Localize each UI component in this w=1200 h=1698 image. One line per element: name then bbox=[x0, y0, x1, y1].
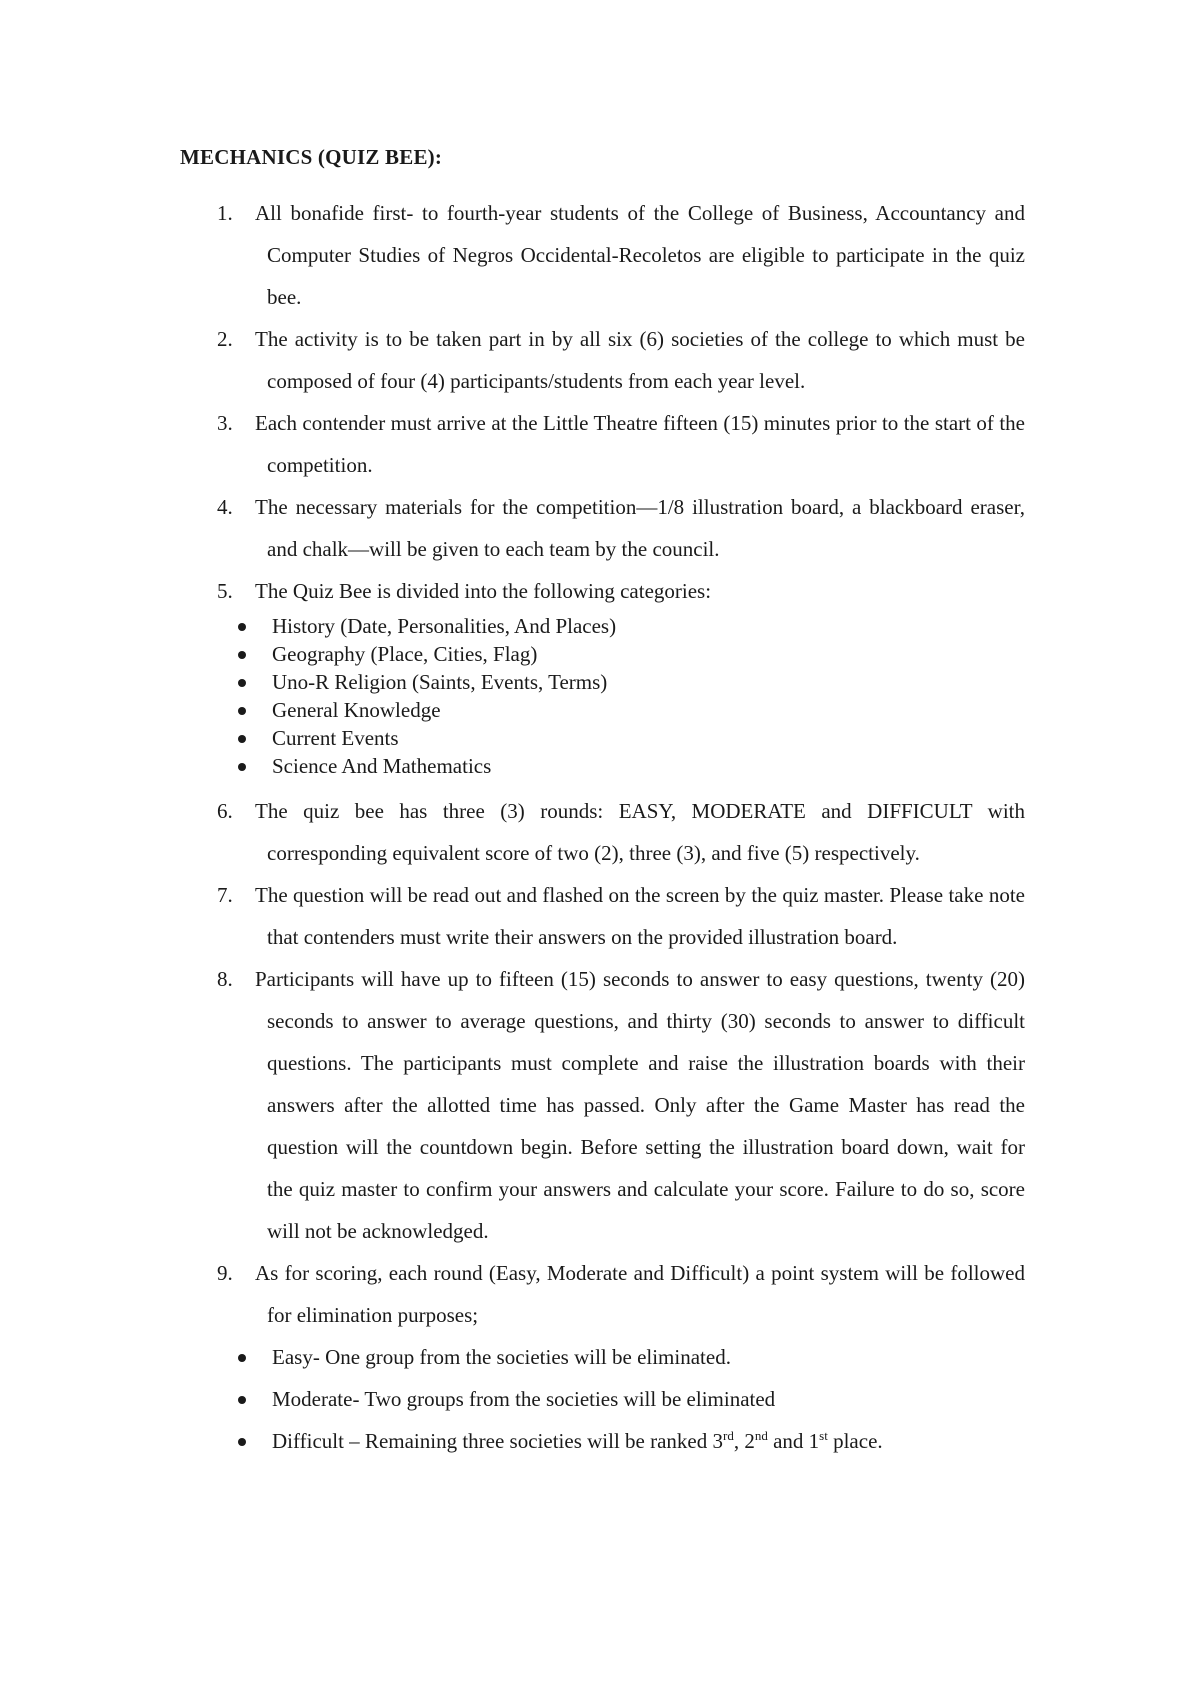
mechanics-list bbox=[180, 192, 1025, 1462]
category-item: General Knowledge bbox=[230, 696, 1025, 724]
item-text: The activity is to be taken part in by all six (6) societies of the college to which must be composed of four (4) participants/students from each year level. bbox=[255, 327, 1025, 393]
list-item bbox=[180, 570, 1025, 780]
category-list bbox=[230, 612, 1025, 780]
item-text: The Quiz Bee is divided into the following categories: bbox=[255, 579, 712, 603]
list-item bbox=[180, 874, 1025, 958]
category-item: Science And Mathematics bbox=[230, 752, 1025, 780]
item-number: 9. bbox=[217, 1261, 233, 1285]
ranking-text: and 1 bbox=[767, 1429, 820, 1453]
elimination-item bbox=[230, 1420, 1025, 1462]
category-item: Uno-R Religion (Saints, Events, Terms) bbox=[230, 668, 1025, 696]
ordinal-suffix: nd bbox=[754, 1428, 768, 1443]
item-number: 8. bbox=[217, 967, 233, 991]
elimination-item: Easy- One group from the societies will be eliminated. bbox=[230, 1336, 1025, 1378]
elimination-list bbox=[230, 1336, 1025, 1462]
ranking-text: Difficult – Remaining three societies will be ranked 3 bbox=[272, 1429, 723, 1453]
item-number: 6. bbox=[217, 799, 233, 823]
item-number: 2. bbox=[217, 327, 233, 351]
item-number: 1. bbox=[217, 201, 233, 225]
list-item bbox=[180, 486, 1025, 570]
ranking-text: , 2 bbox=[733, 1429, 755, 1453]
list-item bbox=[180, 192, 1025, 318]
list-item bbox=[180, 1252, 1025, 1462]
category-item: Geography (Place, Cities, Flag) bbox=[230, 640, 1025, 668]
page-title: MECHANICS (QUIZ BEE): bbox=[180, 145, 443, 169]
item-text: The question will be read out and flashed on the screen by the quiz master. Please take note that contenders must write their answers on the provided illustration board. bbox=[255, 883, 1025, 949]
list-item bbox=[180, 318, 1025, 402]
category-item: History (Date, Personalities, And Places) bbox=[230, 612, 1025, 640]
item-number: 4. bbox=[217, 495, 233, 519]
item-text: The necessary materials for the competition—1/8 illustration board, a blackboard eraser, and chalk—will be given to each team by the council. bbox=[255, 495, 1025, 561]
item-text: As for scoring, each round (Easy, Moderate and Difficult) a point system will be followed for elimination purposes; bbox=[255, 1261, 1025, 1327]
ordinal-suffix: st bbox=[819, 1428, 828, 1443]
item-number: 7. bbox=[217, 883, 233, 907]
item-text: All bonafide first- to fourth-year students of the College of Business, Accountancy and Computer Studies of Negros Occidental-Recoletos are eligible to participate in the quiz bee. bbox=[255, 201, 1025, 309]
ranking-text: place. bbox=[827, 1429, 883, 1453]
item-text: The quiz bee has three (3) rounds: EASY, MODERATE and DIFFICULT with corresponding equivalent score of two (2), three (3), and five (5) respectively. bbox=[255, 799, 1025, 865]
item-number: 3. bbox=[217, 411, 233, 435]
elimination-item: Moderate- Two groups from the societies will be eliminated bbox=[230, 1378, 1025, 1420]
ordinal-suffix: rd bbox=[723, 1428, 734, 1443]
item-text: Each contender must arrive at the Little Theatre fifteen (15) minutes prior to the start of the competition. bbox=[255, 411, 1025, 477]
list-item bbox=[180, 790, 1025, 874]
item-number: 5. bbox=[217, 579, 233, 603]
category-item: Current Events bbox=[230, 724, 1025, 752]
item-text: Participants will have up to fifteen (15) seconds to answer to easy questions, twenty (20) seconds to answer to average questions, and thirty (30) seconds to answer to difficult questions. The participants must complete and raise the illustration boards with their answers after the allotted time has passed. Only after the Game Master has read the question will the countdown begin. Before setting the illustration board down, wait for the quiz master to confirm your answers and calculate your score. Failure to do so, score will not be acknowledged. bbox=[255, 967, 1025, 1243]
list-item bbox=[180, 402, 1025, 486]
list-item bbox=[180, 958, 1025, 1252]
